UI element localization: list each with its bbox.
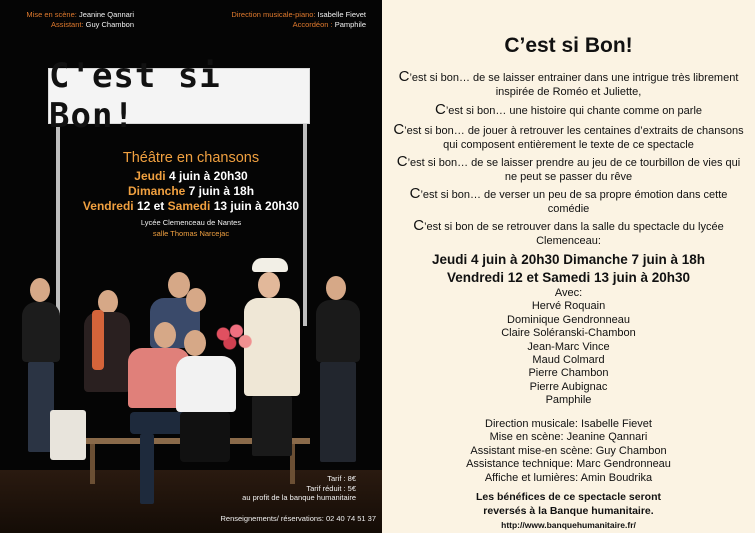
handbag [50, 410, 86, 460]
crew-member: Affiche et lumières: Amin Boudrika [484, 471, 653, 484]
benefits-notice: Les bénéfices de ce spectacle seront reversés à la Banque humanitaire. [475, 491, 661, 517]
flower-bouquet [210, 322, 254, 352]
paragraph: C’est si bon… de verser un peu de sa propre émotion dans cette comédie [409, 185, 728, 215]
paragraph: C’est si bon… de se laisser prendre au jeu de ce tourbillon de vies qui ne peut se passer du rêve [396, 153, 741, 183]
paragraph: C’est si bon… de jouer à retrouver les centaines d’extraits de chansons qui composent entièrement le texte de ce spectacle [393, 121, 744, 151]
date-text: 7 juin à 18h [188, 184, 255, 198]
poster-dates [0, 169, 382, 214]
crew-member: Mise en scène: Jeanine Qannari [489, 431, 648, 444]
date-text: 13 juin à 20h30 [213, 199, 300, 213]
price-line: Tarif réduit : 5€ [306, 483, 356, 493]
date-day: Dimanche [127, 184, 186, 198]
cast-member: Pamphile [545, 394, 592, 407]
crew-member: Assistant mise-en scène: Guy Chambon [470, 444, 667, 457]
website-link[interactable]: http://www.banquehumanitaire.fr/ [501, 520, 636, 530]
venue-school: Lycée Clemenceau de Nantes [140, 218, 242, 227]
cast-member: Claire Soléranski-Chambon [501, 327, 636, 340]
cast-member: Pierre Aubignac [529, 380, 608, 393]
paragraph: C’est si bon… une histoire qui chante comme on parle [434, 101, 703, 118]
price-line: au profit de la banque humanitaire [242, 493, 356, 502]
cast-member: Pierre Chambon [528, 367, 609, 380]
cast-list [382, 287, 755, 408]
credit-label: Assistant: [51, 20, 84, 29]
hat [252, 258, 288, 272]
venue-room: salle Thomas Narcejac [152, 229, 230, 238]
title-banner [48, 56, 310, 136]
paragraph: C’est si bon de se retrouver dans la salle du spectacle du lycée Clemenceau: [413, 217, 724, 247]
crew-member: Direction musicale: Isabelle Fievet [485, 418, 652, 430]
crew-list [382, 418, 755, 485]
info-page [382, 0, 755, 533]
credit-label: Mise en scène: [26, 10, 77, 19]
cast-member: Dominique Gendronneau [507, 313, 630, 326]
performance-dates [382, 251, 755, 287]
date-text: 12 et [136, 199, 165, 213]
credit-value: Isabelle Fievet [317, 10, 366, 19]
performance-line: Vendredi 12 et Samedi 13 juin à 20h30 [446, 270, 691, 285]
page-title: C’est si Bon! [504, 34, 633, 57]
banner-title: C'est si Bon! [49, 56, 221, 136]
date-day: Samedi [167, 199, 211, 213]
poster-genre: Théâtre en chansons [122, 150, 260, 166]
paragraph: C’est si bon… de se laisser entrainer dans une intrigue très librement inspirée de Roméo et Juliette, [398, 68, 739, 98]
performance-line: Jeudi 4 juin à 20h30 Dimanche 7 juin à 18h [431, 252, 706, 267]
credit-value: Jeanine Qannari [78, 10, 134, 19]
date-text: 4 juin à 20h30 [168, 169, 248, 183]
crew-member: Assistance technique: Marc Gendronneau [466, 458, 671, 471]
credits-left [14, 10, 134, 30]
price-line: Tarif : 8€ [327, 474, 356, 483]
bench-leg [90, 444, 95, 484]
poster-venue [0, 217, 382, 239]
cast-member: Jean-Marc Vince [527, 340, 610, 353]
credit-value: Guy Chambon [85, 20, 134, 29]
cast-member: Hervé Roquain [531, 300, 606, 313]
credits-right [226, 10, 366, 30]
credit-value: Pamphile [334, 20, 366, 29]
credit-label: Accordéon : [292, 20, 333, 29]
reservations: Renseignements/ réservations: 02 40 74 51 37 [220, 514, 376, 523]
cast-member: Maud Colmard [532, 354, 605, 367]
date-day: Jeudi [134, 169, 166, 183]
cast-label: Avec: [554, 287, 583, 299]
ticket-prices [200, 474, 356, 503]
date-day: Vendredi [82, 199, 134, 213]
credit-label: Direction musicale-piano: [231, 10, 316, 19]
